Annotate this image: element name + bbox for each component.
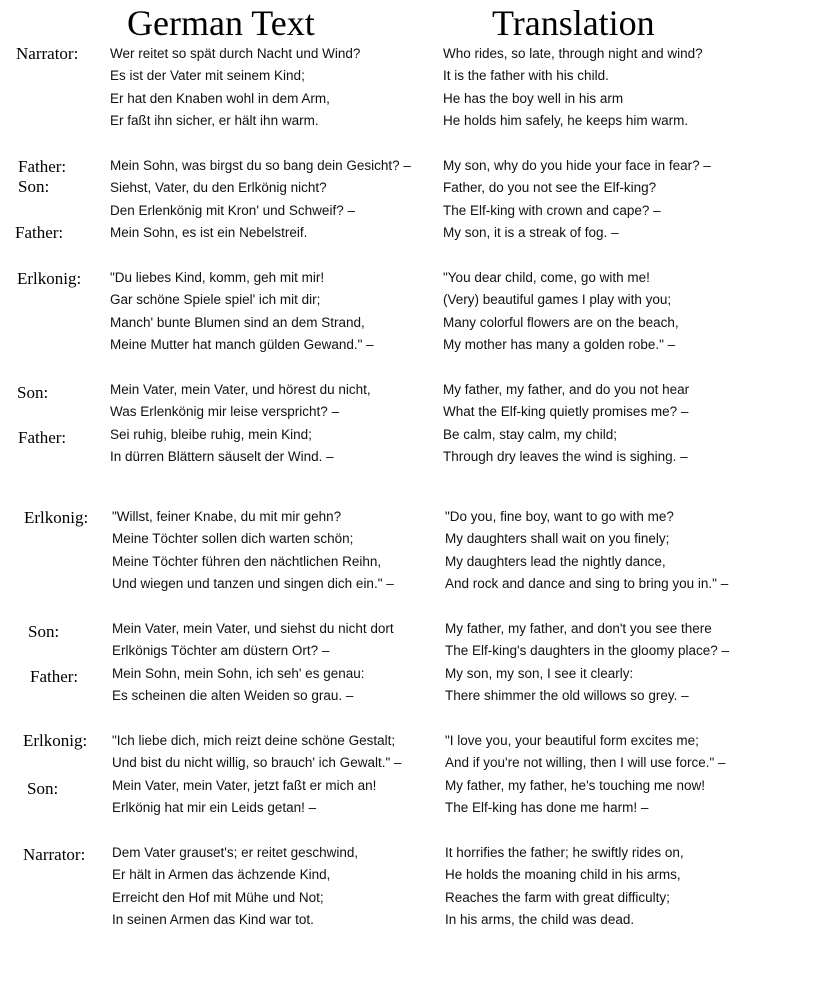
translation-line: My daughters shall wait on you finely; [445, 531, 670, 547]
translation-line: My son, my son, I see it clearly: [445, 665, 634, 681]
german-line: Mein Sohn, was birgst du so bang dein Gesicht? – [110, 158, 411, 173]
translation-line: Who rides, so late, through night and wind? [443, 46, 703, 61]
german-line: Meine Töchter führen den nächtlichen Reihn, [112, 553, 382, 569]
german-line: Meine Töchter sollen dich warten schön; [112, 531, 354, 547]
translation-line: My father, my father, he's touching me now! [445, 777, 705, 793]
translation-line: The Elf-king with crown and cape? – [443, 202, 661, 218]
german-line: Mein Vater, mein Vater, jetzt faßt er mich an! [112, 777, 377, 793]
speaker-label-son: Son: [18, 177, 50, 196]
german-line: Erlkönig hat mir ein Leids getan! – [112, 800, 317, 816]
speaker-label-narrator: Narrator: [16, 44, 79, 63]
translation-line: There shimmer the old willows so grey. – [445, 688, 689, 704]
speaker-label-father: Father: [15, 223, 64, 242]
translation-line: My son, it is a streak of fog. – [443, 225, 619, 241]
translation-line: The Elf-king has done me harm! – [445, 800, 649, 816]
german-line: Er faßt ihn sicher, er hält ihn warm. [110, 113, 319, 129]
translation-line: "You dear child, come, go with me! [443, 270, 650, 285]
german-line: In dürren Blättern säuselt der Wind. – [110, 449, 334, 465]
german-line: Mein Sohn, es ist ein Nebelstreif. [110, 225, 308, 241]
translation-line: The Elf-king's daughters in the gloomy place? – [445, 643, 729, 659]
german-line: "Willst, feiner Knabe, du mit mir gehn? [112, 509, 342, 524]
translation-line: My daughters lead the nightly dance, [445, 553, 666, 569]
translation-line: It horrifies the father; he swiftly rides on, [445, 845, 684, 860]
speaker-label-son: Son: [17, 383, 49, 402]
translation-line: My father, my father, and don't you see there [445, 621, 712, 636]
translation-line: He holds the moaning child in his arms, [445, 867, 681, 883]
german-line: Wer reitet so spät durch Nacht und Wind? [110, 46, 361, 61]
german-line: Siehst, Vater, du den Erlkönig nicht? [110, 180, 327, 196]
german-line: Dem Vater grauset's; er reitet geschwind, [112, 845, 359, 860]
german-line: "Du liebes Kind, komm, geh mit mir! [110, 270, 325, 285]
translation-line: My mother has many a golden robe." – [443, 337, 676, 353]
german-line: Und bist du nicht willig, so brauch' ich Gewalt." – [112, 755, 402, 771]
german-line: Was Erlenkönig mir leise verspricht? – [110, 404, 340, 420]
translation-line: Through dry leaves the wind is sighing. – [443, 449, 688, 465]
german-line: Er hält in Armen das ächzende Kind, [112, 867, 331, 883]
german-text-header: German Text [127, 3, 315, 43]
translation-line: Many colorful flowers are on the beach, [443, 314, 679, 330]
speaker-label-narrator: Narrator: [23, 845, 86, 864]
speaker-label-erlkonig: Erlkonig: [24, 508, 89, 527]
translation-line: (Very) beautiful games I play with you; [443, 292, 672, 308]
translation-line: He has the boy well in his arm [443, 90, 624, 106]
translation-line: My father, my father, and do you not hear [443, 382, 690, 397]
speaker-label-father: Father: [30, 667, 79, 686]
translation-line: And rock and dance and sing to bring you in." – [445, 576, 729, 592]
german-line: Mein Sohn, mein Sohn, ich seh' es genau: [112, 665, 365, 681]
translation-line: Father, do you not see the Elf-king? [443, 180, 657, 196]
german-line: In seinen Armen das Kind war tot. [112, 912, 314, 928]
speaker-label-father: Father: [18, 157, 67, 176]
german-line: Den Erlenkönig mit Kron' und Schweif? – [110, 202, 355, 218]
translation-line: "I love you, your beautiful form excites me; [445, 733, 699, 748]
translation-line: "Do you, fine boy, want to go with me? [445, 509, 674, 524]
german-line: Und wiegen und tanzen und singen dich ein." – [112, 576, 394, 592]
german-line: Gar schöne Spiele spiel' ich mit dir; [110, 292, 321, 308]
german-line: Es scheinen die alten Weiden so grau. – [112, 688, 354, 704]
speaker-label-erlkonig: Erlkonig: [23, 731, 88, 750]
german-line: Mein Vater, mein Vater, und hörest du nicht, [110, 382, 371, 397]
speaker-label-son: Son: [27, 779, 59, 798]
speaker-label-father: Father: [18, 428, 67, 447]
speaker-label-erlkonig: Erlkonig: [17, 269, 82, 288]
german-line: Sei ruhig, bleibe ruhig, mein Kind; [110, 426, 312, 442]
translation-line: What the Elf-king quietly promises me? – [443, 404, 689, 420]
german-line: Erreicht den Hof mit Mühe und Not; [112, 889, 324, 905]
german-line: Er hat den Knaben wohl in dem Arm, [110, 90, 330, 106]
german-line: Es ist der Vater mit seinem Kind; [110, 68, 305, 84]
translation-line: It is the father with his child. [443, 68, 609, 84]
translation-line: He holds him safely, he keeps him warm. [443, 113, 689, 129]
german-line: "Ich liebe dich, mich reizt deine schöne Gestalt; [112, 733, 396, 748]
translation-line: My son, why do you hide your face in fear? – [443, 158, 711, 173]
german-line: Erlkönigs Töchter am düstern Ort? – [112, 643, 330, 659]
translation-line: And if you're not willing, then I will use force." – [445, 755, 726, 771]
german-line: Manch' bunte Blumen sind an dem Strand, [110, 314, 365, 330]
translation-header: Translation [492, 3, 655, 43]
translation-line: Be calm, stay calm, my child; [443, 426, 618, 442]
translation-line: Reaches the farm with great difficulty; [445, 889, 670, 905]
german-line: Mein Vater, mein Vater, und siehst du nicht dort [112, 621, 394, 636]
translation-line: In his arms, the child was dead. [445, 912, 635, 928]
speaker-label-son: Son: [28, 622, 60, 641]
german-line: Meine Mutter hat manch gülden Gewand." – [110, 337, 374, 353]
